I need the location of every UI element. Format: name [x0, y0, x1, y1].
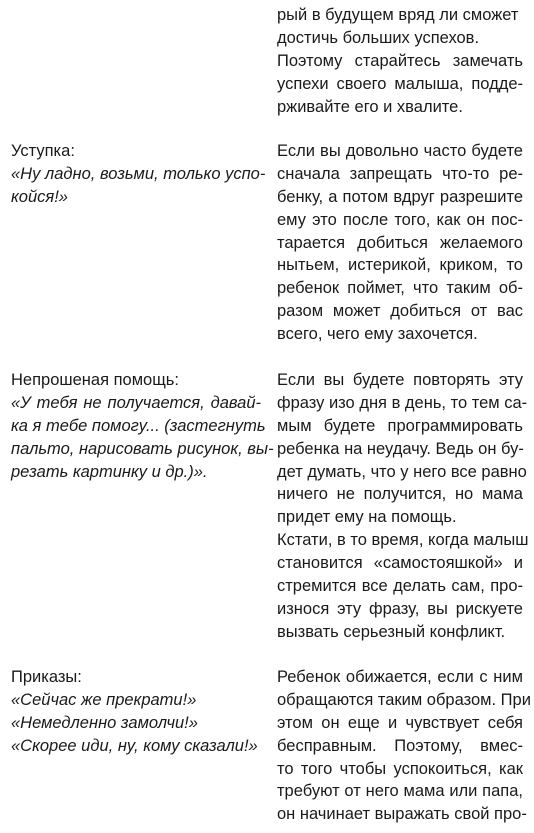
- text-line: сначала запрещать что-то ре-: [277, 164, 523, 183]
- text-line: тарается добиться желаемого: [277, 233, 523, 252]
- text-line: ребенок поймет, что таким об-: [277, 279, 523, 298]
- explanation-column: [277, 140, 523, 346]
- paragraph: [277, 50, 523, 119]
- text-line: стремится все делать сам, про-: [277, 577, 523, 596]
- text-line: он начинает выражать свой про-: [277, 805, 527, 824]
- text-line: требуют от него мама или папа,: [277, 782, 523, 801]
- phrase-quote-line: «Сейчас же прекрати!»: [11, 690, 197, 709]
- phrase-quote-line: «Немедленно замолчи!»: [11, 713, 198, 732]
- phrase-quote-line: «Скорее иди, ну, кому сказали!»: [11, 736, 258, 755]
- phrase-column: [11, 140, 266, 209]
- text-line: становится «самостояшкой» и: [277, 554, 523, 573]
- text-line: Если вы будете повторять эту: [277, 371, 523, 389]
- text-line: Поэтому старайтесь замечать: [277, 51, 523, 70]
- phrase-label: Непрошеная помощь:: [11, 371, 179, 389]
- text-line: мым будете программировать: [277, 416, 523, 435]
- phrase-quote-line: «У тебя не получается, давай-: [11, 393, 261, 412]
- explanation-column: [277, 666, 531, 826]
- text-line: обращаются таким образом. При: [277, 690, 531, 709]
- phrase-label: Приказы:: [11, 668, 82, 686]
- text-line: то того чтобы успокоиться, как: [277, 759, 523, 778]
- text-line: дет думать, что у него все равно: [277, 462, 527, 481]
- paragraph: [277, 4, 523, 50]
- text-line: Ребенок обижается, если с ним: [277, 668, 523, 686]
- text-line: достичь больших успехов.: [277, 28, 480, 47]
- text-line: нытьем, истерикой, криком, то: [277, 256, 523, 275]
- phrase-column: [11, 369, 274, 483]
- phrase-quote-line: пальто, нарисовать рисунок, вы-: [11, 439, 274, 458]
- phrase-quote-line: койся!»: [11, 187, 68, 206]
- text-line: фразу изо дня в день, то тем са-: [277, 393, 528, 412]
- paragraph: [277, 529, 529, 643]
- text-line: успехи своего малыша, подде-: [277, 74, 523, 93]
- paragraph: [277, 666, 531, 826]
- phrase-quote-line: ка я тебе помогу... (застегнуть: [11, 416, 266, 435]
- text-line: Если вы довольно часто будете: [277, 142, 523, 160]
- explanation-column: [277, 4, 523, 118]
- text-line: разом может добиться от вас: [277, 302, 523, 321]
- text-line: придет ему на помощь.: [277, 508, 457, 527]
- phrase-label: Уступка:: [11, 142, 75, 160]
- text-line: ребенка на неудачу. Ведь он бу-: [277, 439, 524, 458]
- text-line: износя эту фразу, вы рискуете: [277, 599, 523, 618]
- paragraph: [277, 369, 528, 529]
- text-line: бенку, а потом вдруг разрешите: [277, 187, 523, 206]
- phrase-quote-line: резать картинку и др.)».: [11, 462, 208, 481]
- text-line: этом он еще и чувствует себя: [277, 713, 523, 732]
- text-line: всего, чего ему захочется.: [277, 325, 478, 344]
- text-line: рживайте его и хвалите.: [277, 97, 463, 116]
- text-line: ему это после того, как он пос-: [277, 210, 523, 229]
- text-line: ничего не получится, но мама: [277, 485, 523, 504]
- explanation-column: [277, 369, 529, 644]
- text-line: Кстати, в то время, когда малыш: [277, 531, 529, 550]
- text-line: рый в будущем вряд ли сможет: [277, 6, 519, 24]
- phrase-quote-line: «Ну ладно, возьми, только успо-: [11, 164, 266, 183]
- text-line: вызвать серьезный конфликт.: [277, 622, 506, 641]
- paragraph: [277, 140, 523, 346]
- phrase-column: [11, 666, 261, 758]
- text-line: бесправным. Поэтому, вмес-: [277, 736, 523, 755]
